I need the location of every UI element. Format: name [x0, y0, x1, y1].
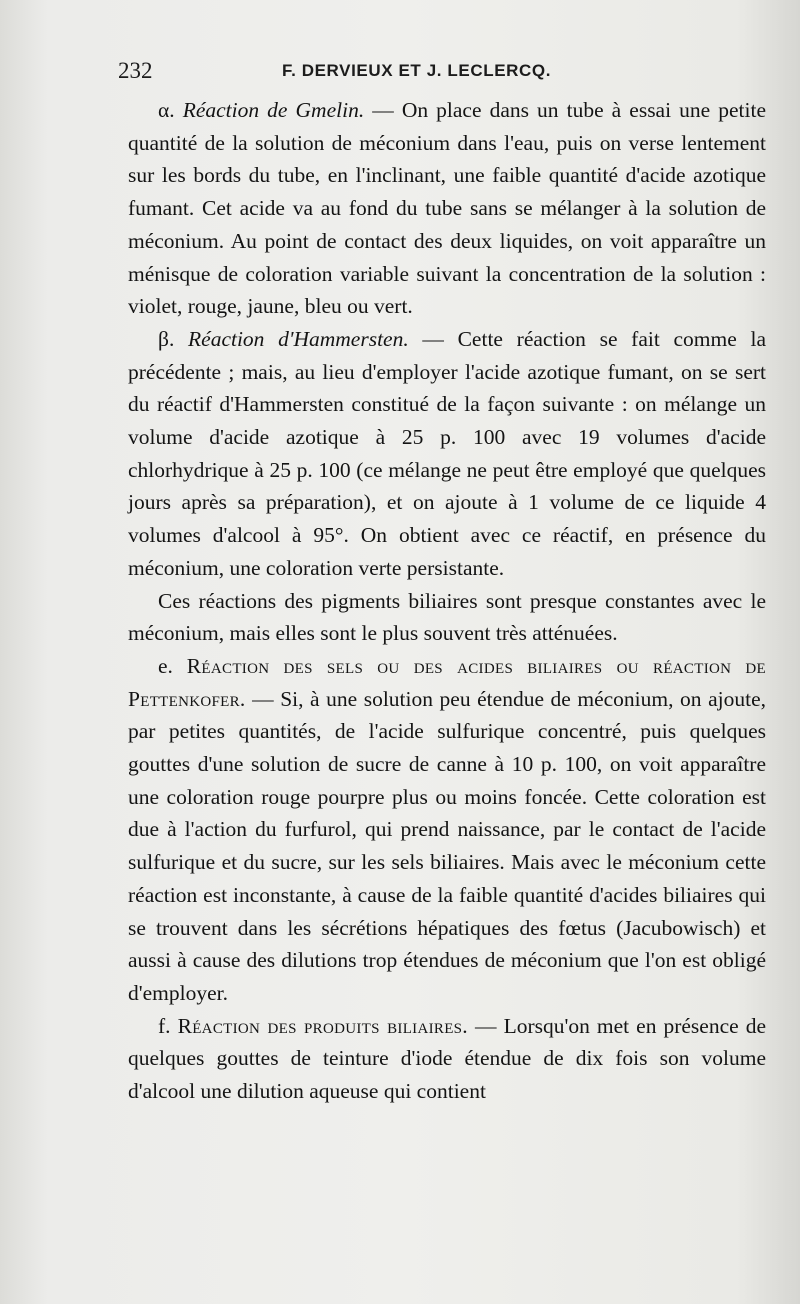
paragraph-summary — [128, 585, 766, 650]
section-heading: Réaction de Gmelin. — [182, 98, 365, 122]
heading-dash: — — [468, 1013, 504, 1038]
paragraph-e — [128, 650, 766, 1010]
paragraph-body: On place dans un tube à essai une petite quantité de la solution de méconium dans l'eau, puis on verse lentement sur les bords du tube, en l'inclinant, une faible quantité d'acide azotique fumant. Cet acide va au fond du tube sans se mélanger à la solution de méconium. Au point de contact des deux liquides, on voit apparaître un ménisque de coloration variable suivant la concentration de la solution : violet, rouge, jaune, bleu ou vert. — [128, 98, 766, 319]
heading-dash: — — [245, 686, 281, 711]
section-heading: Réaction d'Hammersten. — [188, 326, 409, 351]
heading-dash: — — [408, 326, 458, 351]
heading-dash: — — [364, 98, 402, 122]
section-marker: β. — [158, 326, 175, 351]
section-heading: Réaction des produits biliaires. — [177, 1013, 468, 1038]
paragraph-body: Lorsqu'on met en présence de quelques gouttes de teinture d'iode étendue de dix fois son volume d'alcool une dilution aqueuse qui contient — [128, 1013, 766, 1104]
paragraph-beta — [128, 323, 766, 585]
page-number: 232 — [118, 58, 153, 83]
body-text — [128, 94, 766, 1108]
section-marker: f. — [158, 1013, 171, 1038]
section-marker: α. — [158, 98, 175, 122]
paragraph-body: Si, à une solution peu étendue de méconium, on ajoute, par petites quantités, de l'acide sulfurique concentré, puis quelques gouttes d'une solution de sucre de canne à 10 p. 100, on voit apparaître une coloration rouge pourpre plus ou moins foncée. Cette coloration est due à l'action du furfurol, qui prend naissance, par le contact de l'acide sulfurique et du sucre, sur les sels biliaires. Mais avec le méconium cette réaction est inconstante, à cause de la faible quantité d'acides biliaires qui se trouvent dans les sécrétions hépatiques des fœtus (Jacubowisch) et aussi à cause des dilutions trop étendues de méconium que l'on est obligé d'employer. — [128, 686, 766, 1005]
paragraph-alpha — [128, 94, 766, 323]
paragraph-f — [128, 1010, 766, 1108]
page-header — [118, 58, 758, 86]
section-marker: e. — [158, 653, 173, 678]
paragraph-body: Ces réactions des pigments biliaires sont presque constantes avec le méconium, mais elles sont le plus souvent très atténuées. — [128, 588, 766, 646]
paragraph-body: Cette réaction se fait comme la précédente ; mais, au lieu d'employer l'acide azotique fumant, on se sert du réactif d'Hammersten constitué de la façon suivante : on mélange un volume d'acide azotique à 25 p. 100 avec 19 volumes d'acide chlorhydrique à 25 p. 100 (ce mélange ne peut être employé que quelques jours après sa préparation), et on ajoute à 1 volume de ce liquide 4 volumes d'alcool à 95°. On obtient avec ce réactif, en présence du méconium, une coloration verte persistante. — [128, 326, 766, 580]
section-heading: Réaction des sels ou des acides biliaires ou réaction de Pettenkofer. — [128, 653, 767, 711]
running-head: F. DERVIEUX ET J. LECLERCQ. — [282, 61, 552, 80]
